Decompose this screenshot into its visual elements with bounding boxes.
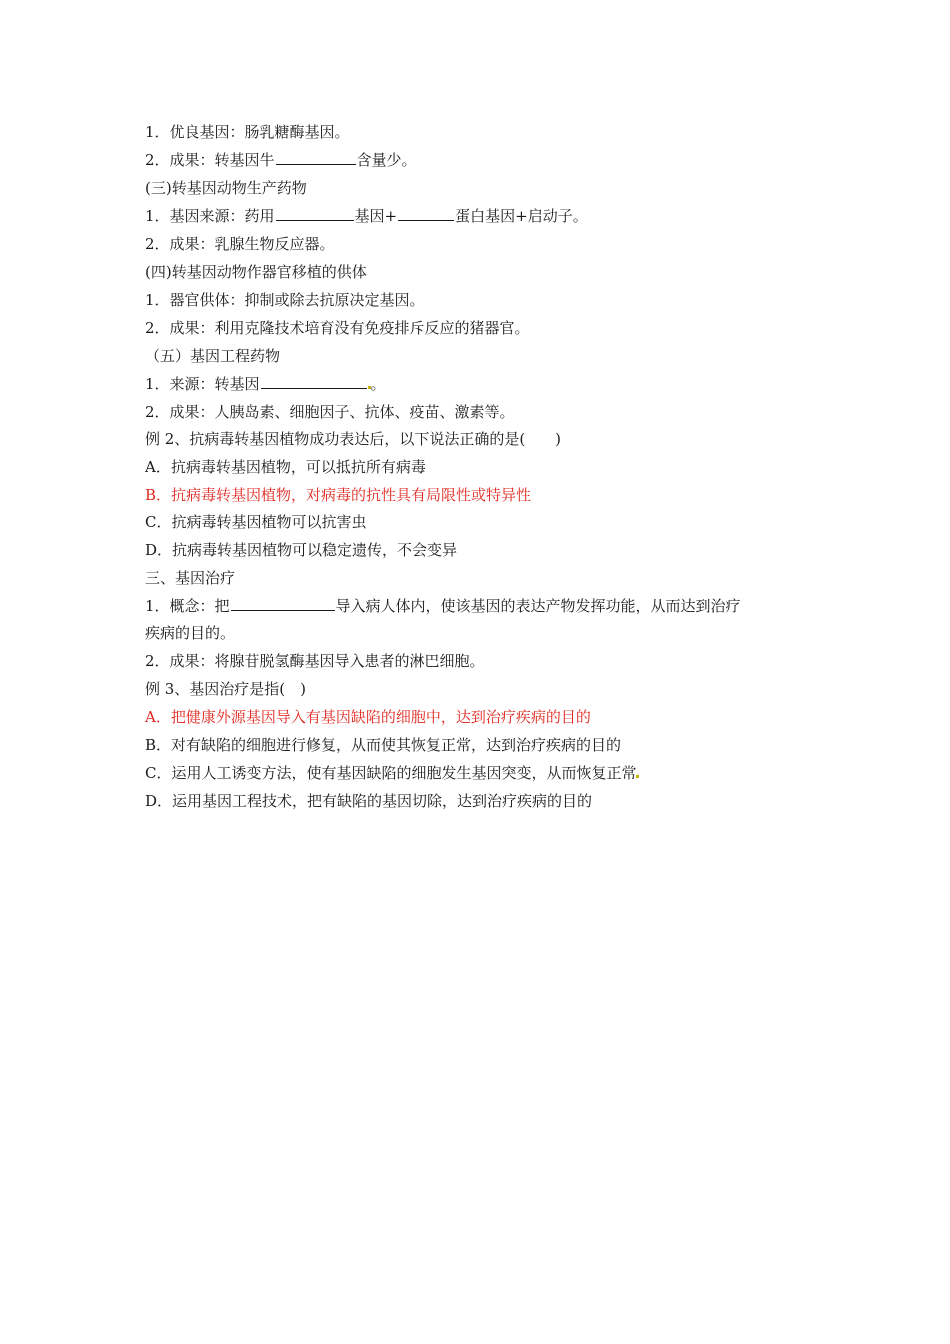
- section-heading: （五）基因工程药物: [145, 347, 281, 365]
- text-line: 1．基因来源：药用 基因+ 蛋白基因+启动子。: [145, 207, 588, 225]
- text-line: 2．成果：乳腺生物反应器。: [145, 235, 335, 253]
- mark-dot: [636, 775, 639, 778]
- option-b: B．对有缺陷的细胞进行修复，从而使其恢复正常，达到治疗疾病的目的: [145, 736, 622, 754]
- section-heading: (四)转基因动物作器官移植的供体: [145, 263, 367, 281]
- text-line: 1．来源：转基因 。: [145, 375, 386, 393]
- option-c: C．运用人工诱变方法，使有基因缺陷的细胞发生基因突变，从而恢复正常: [145, 763, 639, 783]
- option-d: D．抗病毒转基因植物可以稳定遗传，不会变异: [145, 541, 458, 559]
- option-a: A．抗病毒转基因植物，可以抵抗所有病毒: [145, 458, 426, 476]
- fill-blank[interactable]: [261, 374, 367, 389]
- question-stem: 例 3、基因治疗是指( ): [145, 680, 307, 698]
- section-heading: (三)转基因动物生产药物: [145, 179, 307, 197]
- question-stem: 例 2、抗病毒转基因植物成功表达后，以下说法正确的是( ): [145, 430, 562, 448]
- text-line: 2．成果：利用克隆技术培育没有免疫排斥反应的猪器官。: [145, 319, 530, 337]
- option-c: C．抗病毒转基因植物可以抗害虫: [145, 513, 367, 531]
- text-line: 2．成果：将腺苷脱氢酶基因导入患者的淋巴细胞。: [145, 652, 485, 670]
- option-d: D．运用基因工程技术，把有缺陷的基因切除，达到治疗疾病的目的: [145, 792, 593, 810]
- fill-blank[interactable]: [276, 206, 354, 221]
- fill-blank[interactable]: [276, 150, 356, 165]
- text-line: 1．器官供体：抑制或除去抗原决定基因。: [145, 291, 425, 309]
- text-line: 2．成果：人胰岛素、细胞因子、抗体、疫苗、激素等。: [145, 403, 515, 421]
- text-line: 2．成果：转基因牛 含量少。: [145, 151, 417, 169]
- text-line: 1．优良基因：肠乳糖酶基因。: [145, 123, 350, 141]
- option-b-answer: B．抗病毒转基因植物，对病毒的抗性具有局限性或特异性: [145, 486, 532, 504]
- section-heading: 三、基因治疗: [145, 569, 236, 587]
- fill-blank[interactable]: [231, 596, 335, 611]
- text-line: 疾病的目的。: [145, 624, 236, 642]
- option-a-answer: A．把健康外源基因导入有基因缺陷的细胞中，达到治疗疾病的目的: [145, 708, 591, 726]
- text-line: 1．概念：把 导入病人体内，使该基因的表达产物发挥功能，从而达到治疗: [145, 597, 741, 615]
- fill-blank[interactable]: [398, 206, 454, 221]
